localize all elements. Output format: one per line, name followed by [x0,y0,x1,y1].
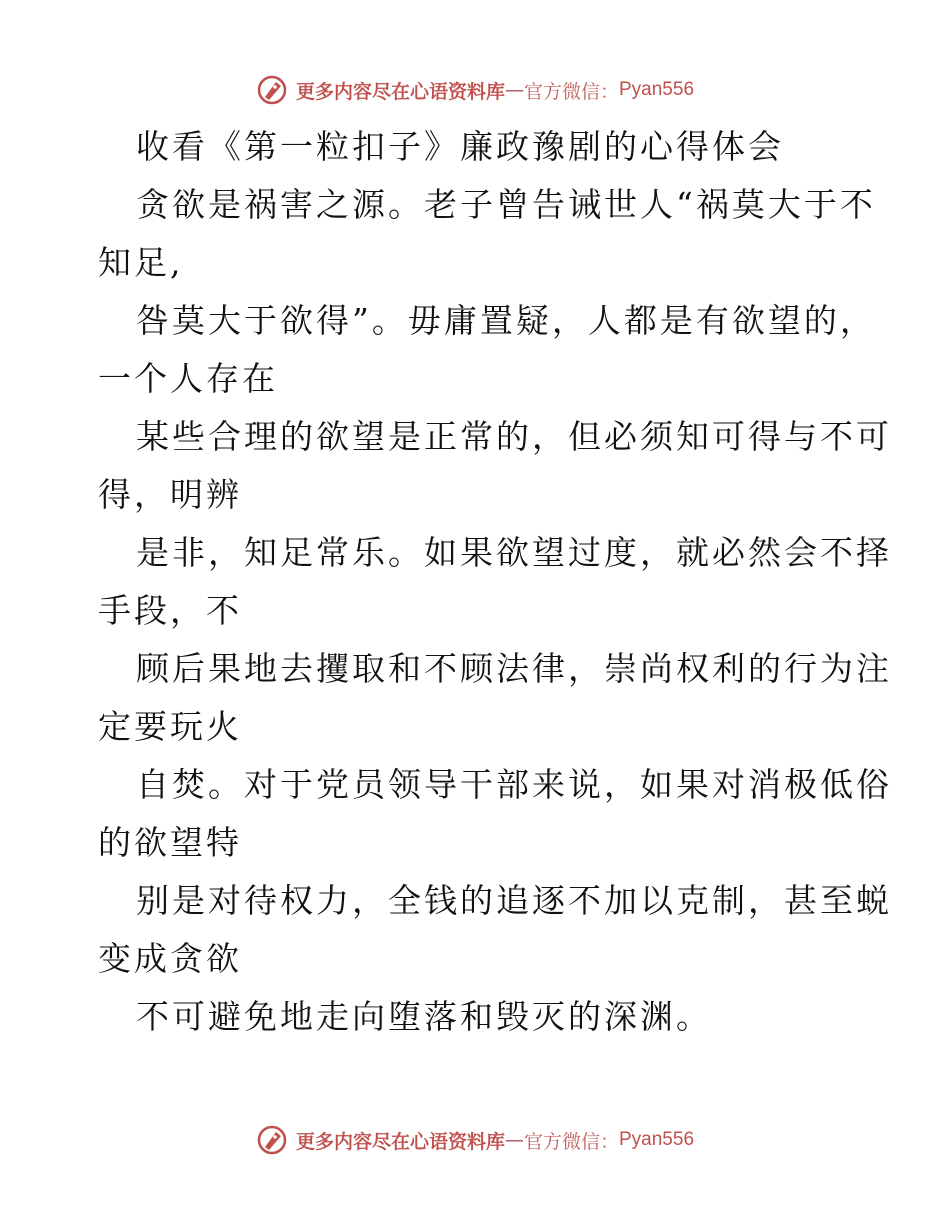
paragraph-line: 定要玩火 [98,707,242,746]
paragraph-line: 咎莫大于欲得”。毋庸置疑，人都是有欲望的， [136,301,876,340]
paragraph-line: 知足, [98,243,184,282]
paragraph-line: 别是对待权力，全钱的追逐不加以克制，甚至蜕 [136,881,892,920]
banner-main-text: 更多内容尽在心语资料库 [295,1130,505,1153]
paragraph-line: 是非，知足常乐。如果欲望过度，就必然会不择 [136,533,892,572]
pen-nib-logo-icon [256,74,288,106]
paragraph-line: 得，明辨 [98,475,242,514]
paragraph-line: 某些合理的欲望是正常的，但必须知可得与不可 [136,417,892,456]
paragraph-line: 一个人存在 [98,359,278,398]
document-body [98,118,892,1046]
banner-wechat-label: 官方微信： [523,80,619,103]
banner-separator: — [504,79,524,101]
pen-nib-logo-icon [256,1124,288,1156]
paragraph-line: 顾后果地去攫取和不顾法律，崇尚权利的行为注 [136,649,892,688]
banner-wechat-id: Pyan556 [619,79,695,100]
paragraph-line: 的欲望特 [98,823,242,862]
footer-banner [0,1120,950,1160]
banner-separator: — [504,1129,524,1151]
paragraph-line: 自焚。对于党员领导干部来说，如果对消极低俗 [136,765,892,804]
paragraph-line: 变成贪欲 [98,939,242,978]
document-title: 收看《第一粒扣子》廉政豫剧的心得体会 [136,127,784,166]
paragraph-line: 贪欲是祸害之源。老子曾告诫世人“祸莫大于不 [136,185,876,224]
banner-wechat-id: Pyan556 [619,1129,695,1150]
header-banner [0,70,950,110]
paragraph-line: 手段，不 [98,591,242,630]
paragraph-line: 不可避免地走向堕落和毁灭的深渊。 [136,997,712,1036]
banner-main-text: 更多内容尽在心语资料库 [295,80,505,103]
banner-wechat-label: 官方微信： [523,1130,619,1153]
